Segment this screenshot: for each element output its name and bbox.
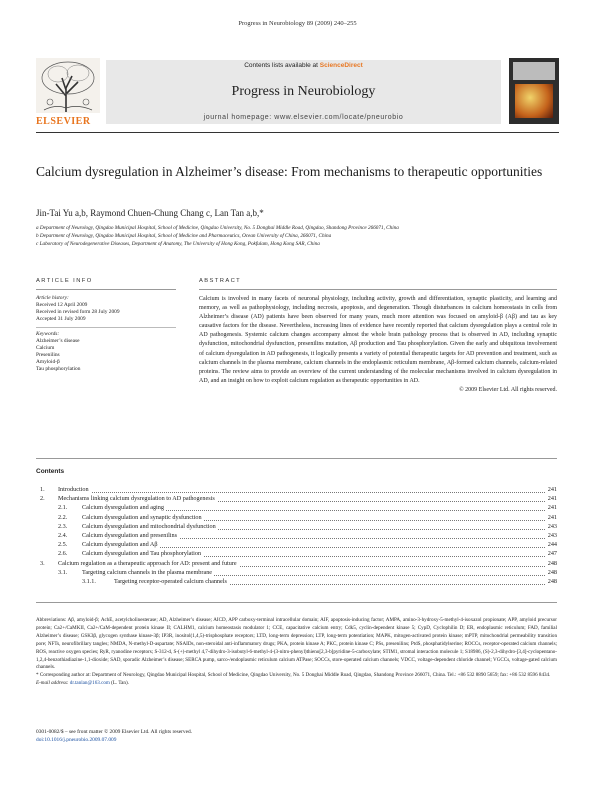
toc-entry-page: 248 xyxy=(547,568,557,576)
contents-rule-top xyxy=(36,458,557,459)
toc-entry[interactable] xyxy=(36,523,557,532)
abstract-heading: ABSTRACT xyxy=(199,278,242,284)
elsevier-tree-logo-icon xyxy=(36,58,100,113)
journal-homepage[interactable]: journal homepage: www.elsevier.com/locate/pneurobio xyxy=(203,114,404,121)
contents-rule-bottom xyxy=(36,602,557,603)
issn-line: 0301-0082/$ – see front matter © 2009 Elsevier Ltd. All rights reserved. xyxy=(36,729,193,735)
affiliation-a: a Department of Neurology, Qingdao Municipal Hospital, School of Medicine, Qingdao University, No. 5 Donghai Middle Road, Qingdao, Shandong Province 266071, China xyxy=(36,225,399,231)
keyword: Presenilins xyxy=(36,352,60,358)
journal-cover-image xyxy=(509,58,559,124)
article-info-heading: ARTICLE INFO xyxy=(36,278,93,284)
toc-entry[interactable] xyxy=(36,495,557,504)
toc-entry-number: 2.3. xyxy=(58,522,68,530)
toc-entry-page: 244 xyxy=(547,541,557,549)
toc-entry-label: Mechanisms linking calcium dysregulation to AD pathogenesis xyxy=(58,495,215,503)
toc-entry-page: 243 xyxy=(547,532,557,539)
history-label: Article history: xyxy=(36,295,69,301)
footnotes xyxy=(36,617,557,688)
abstract-body xyxy=(199,295,557,395)
history-accepted: Accepted 31 July 2009 xyxy=(36,316,86,322)
toc-entry[interactable] xyxy=(36,578,557,587)
toc-entry-page: 241 xyxy=(547,495,557,503)
toc-entry-number: 2.2. xyxy=(58,513,68,521)
toc-entry-label: Calcium regulation as a therapeutic approach for AD: present and future xyxy=(58,559,237,567)
toc-entry-label: Calcium dysregulation and mitochondrial dysfunction xyxy=(82,522,216,530)
affiliation-b: b Department of Neurology, Qingdao Municipal Hospital, School of Medicine and Pharmaceutics, Ocean University of China, 266071, China xyxy=(36,233,332,239)
toc-entry[interactable] xyxy=(36,560,557,569)
contents-available: Contents lists available at ScienceDirect xyxy=(244,62,363,69)
journal-citation: Progress in Neurobiology 89 (2009) 240–255 xyxy=(238,20,357,27)
toc-entry-number: 2.1. xyxy=(58,504,68,512)
history-revised: Received in revised form 28 July 2009 xyxy=(36,309,120,315)
toc-entry[interactable] xyxy=(36,569,557,578)
toc-entry[interactable] xyxy=(36,532,557,541)
toc-entry-number: 2.5. xyxy=(58,541,68,549)
toc-entry-number: 2. xyxy=(40,495,45,503)
keyword: Calcium xyxy=(36,345,55,351)
toc-entry[interactable] xyxy=(36,504,557,513)
keyword: Amyloid-β xyxy=(36,359,60,365)
toc-entry-number: 3.1.1. xyxy=(82,578,96,585)
toc-entry-label: Introduction xyxy=(58,486,89,493)
toc-entry-page: 243 xyxy=(547,522,557,530)
abbreviations: Abbreviations: Aβ, amyloid-β; AchE, acetylcholinesterase; AD, Alzheimer’s disease; AICD, APP carboxy-terminal intracellular domain; AIF, apoptosis-inducing factor; AMPA, amino-3-hydroxy-5-methyl-4-isoxazol propionate; APP, amyloid precursor protein; Ca2+/CaMKII, Ca2+/CaM-dependent protein kinase II; CALHM1, calcium homeostasis modulator 1; CCE, capacitative calcium entry; Cdk5, cyclin-dependent kinase 5; CypD, Cyclophilin D; ER, endoplasmic reticulum; FAD, familial Alzheimer’s disease; GSK3β, glycogen synthase kinase-3β; IP3R, inositol(1,4,5)-trisphosphate receptors; LTD, long-term depression; LTP, long-term potentiation; MAPK, mitogen-activated protein kinase; mPTP, mitochondrial permeability transition pore; NFTs, neurofibrillary tangles; NMDA, N-methyl-D-aspartate; NSAIDs, non-steroidal anti-inflammatory drugs; PKA, protein kinase A; PKC, protein kinase C; PSs, presenilins; PtdS, phosphatidylserine; ROCCs, receptor-operated calcium channels; ROS, reactive oxygen species; RyR, ryanodine receptors; S-312-d, S-(+)-methyl 4,7-dihydro-3-isobutyl-6-methyl-4-(3-nitro-phenyl)thieno[2,3-b]pyridine-5-carboxylate; STIM1, stromal interaction molecule 1; S18986, (S)-2,3-dihydro-[3,4]-cyclopentano-1,2,4-benzothiadiazine-1,1-dioxide; SAD, sporadic Alzheimer’s disease; SERCA pump, sarco-/endoplasmic reticulum calcium ATPase; SOCCs, store-operated calcium channels; VDCC, voltage-dependent chloride channel; VGCCs, voltage-gated calcium channels. xyxy=(36,617,557,671)
email-link[interactable]: dr.tanlan@163.com xyxy=(69,680,110,687)
toc-entry-page: 241 xyxy=(547,504,557,512)
journal-title: Progress in Neurobiology xyxy=(231,84,376,99)
article-info-rule xyxy=(36,289,176,290)
toc-entry-number: 2.4. xyxy=(58,532,68,539)
email-line: E-mail address: dr.tanlan@163.com (L. Tan). xyxy=(36,680,129,687)
toc-entry-page: 248 xyxy=(547,559,557,567)
toc-entry-label: Targeting calcium channels in the plasma membrane xyxy=(82,568,213,576)
toc-entry-number: 3. xyxy=(40,559,45,567)
article-info xyxy=(36,295,176,373)
toc-entry-label: Calcium dysregulation and synaptic dysfunction xyxy=(82,513,202,521)
toc-entry-page: 248 xyxy=(547,578,557,585)
toc-entry[interactable] xyxy=(36,514,557,523)
toc-entry-number: 2.6. xyxy=(58,550,68,558)
sciencedirect-link[interactable]: ScienceDirect xyxy=(319,62,363,69)
toc-entry-page: 247 xyxy=(547,550,557,558)
toc-entry-page: 241 xyxy=(547,513,557,521)
history-received: Received 12 April 2009 xyxy=(36,302,88,308)
article-title: Calcium dysregulation in Alzheimer’s disease: From mechanisms to therapeutic opportunities xyxy=(36,164,543,179)
author-list: Jin-Tai Yu a,b, Raymond Chuen-Chung Chang c, Lan Tan a,b,* xyxy=(36,208,264,218)
toc-leader-dots xyxy=(58,492,547,493)
toc-entry[interactable] xyxy=(36,541,557,550)
abstract-text: Calcium is involved in many facets of neuronal physiology, including activity, growth and differentiation, synaptic plasticity, and learning and memory, as well as pathophysiology, including necrosis, apoptosis, and degeneration. Though disturbances in calcium homeostasis in cells from Alzheimer’s disease (AD) patients have been observed for many years, much more attention was focused on amyloid-β (Aβ) and tau as key causative factors for the disease. Nevertheless, increasing lines of evidence have recently reported that calcium dysregulation plays a central role in AD pathogenesis. Systemic calcium changes accompany almost the whole brain pathology process that is observed in AD, including synaptic dysfunction, mitochondrial dysfunction, presenilins mutation, Aβ production and Tau phosphorylation. Given the early and ubiquitous involvement of calcium dysregulation in AD pathogenesis, it logically presents a variety of potential therapeutic targets for AD prevention and treatment, such as calcium channels in the plasma membrane, calcium channels in the endoplasmic reticulum membrane, Aβ-formed calcium channels, calcium-related proteins. The review aims to provide an overview of the current understanding of the molecular mechanisms involved in calcium dysregulation in AD, and an insight on how to exploit calcium regulation as therapeutic opportunities in AD. xyxy=(199,296,557,384)
toc-entry-label: Targeting receptor-operated calcium channels xyxy=(114,578,227,585)
affiliation-c: c Laboratory of Neurodegenerative Diseases, Department of Anatomy, The University of Hong Kong, Pokfulam, Hong Kong SAR, China xyxy=(36,241,320,247)
header-rule xyxy=(36,132,559,133)
toc-entry-number: 3.1. xyxy=(58,568,68,576)
toc-entry-number: 1. xyxy=(40,486,45,493)
keywords-label: Keywords: xyxy=(36,331,60,337)
toc-entry[interactable] xyxy=(36,486,557,495)
copyright: © 2009 Elsevier Ltd. All rights reserved. xyxy=(459,386,557,393)
abstract-rule xyxy=(199,289,557,290)
corresponding-author: * Corresponding author at: Department of Neurology, Qingdao Municipal Hospital, School of Medicine, Qingdao University, No. 5 Donghai Middle Road, Qingdao, Shandong Province 266071, China. Tel.: +86 532 8890 5659; fax: +86 532 8596 8434. xyxy=(36,672,551,679)
keyword: Tau phosphorylation xyxy=(36,366,81,372)
doi-link[interactable]: doi:10.1016/j.pneurobio.2009.07.009 xyxy=(36,737,117,743)
toc-entry-label: Calcium dysregulation and Aβ xyxy=(82,541,158,549)
publisher-name: ELSEVIER xyxy=(36,116,91,127)
toc-entry-label: Calcium dysregulation and Tau phosphorylation xyxy=(82,550,202,558)
toc-entry-page: 241 xyxy=(547,486,557,493)
toc-entry[interactable] xyxy=(36,550,557,559)
contents-heading: Contents xyxy=(36,468,65,475)
toc-entry-label: Calcium dysregulation and presenilins xyxy=(82,532,178,539)
keyword: Alzheimer’s disease xyxy=(36,338,80,344)
toc-entry-label: Calcium dysregulation and aging xyxy=(82,504,164,512)
